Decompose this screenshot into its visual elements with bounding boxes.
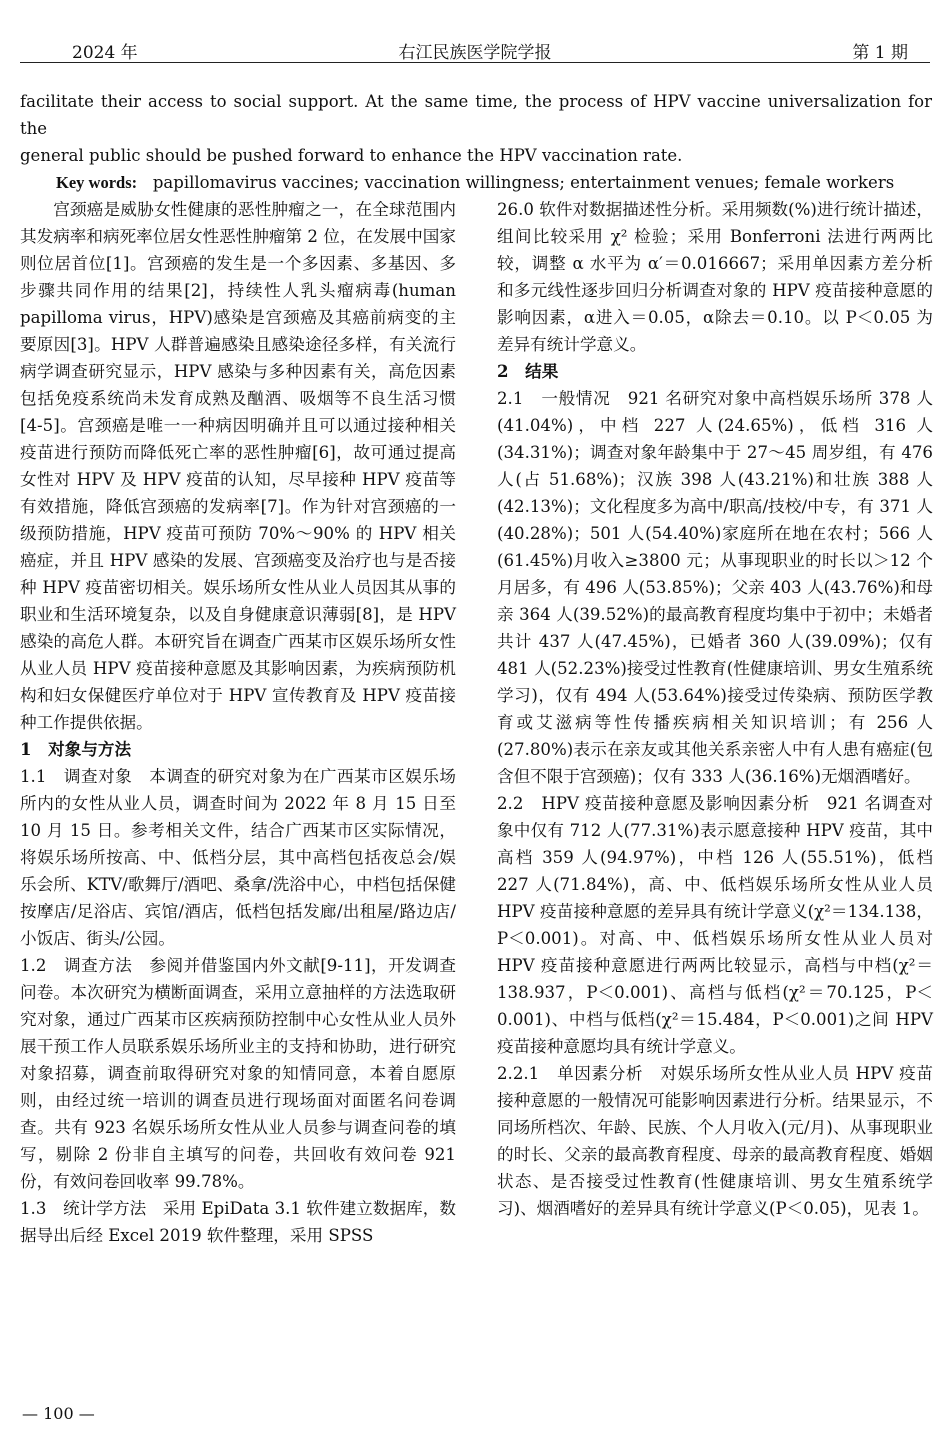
section-2-2-1: 2.2.1 单因素分析 对娱乐场所女性从业人员 HPV 疫苗接种意愿的一般情况可能影响因素进行分析。结果显示，不同场所档次、年龄、民族、个人月收入(元/月)、从事现职业的时长、父亲的最高教育程度、母亲的最高教育程度、婚姻状态、是否接受过性教育(性健康培训、男女生殖系统学习)、烟酒嗜好的差异具有统计学意义(P＜0.05)，见表 1。 bbox=[497, 1064, 933, 1218]
section-1-3-continued: 26.0 软件对数据描述性分析。采用频数(%)进行统计描述，组间比较采用 χ² 检验；采用 Bonferroni 法进行两两比较，调整 α 水平为 α′＝0.016667；采用单因素方差分析和多元线性逐步回归分析调查对象的 HPV 疫苗接种意愿的影响因素，α进入＝0.05，α除去＝0.10。以 P＜0.05 为差异有统计学意义。 bbox=[497, 200, 933, 354]
english-abstract-tail bbox=[20, 88, 932, 196]
section-1-3: 1.3 统计学方法 采用 EpiData 3.1 软件建立数据库，数据导出后经 Excel 2019 软件整理，采用 SPSS bbox=[20, 1199, 456, 1245]
keywords-text: papillomavirus vaccines; vaccination willingness; entertainment venues; female workers bbox=[152, 173, 895, 192]
abstract-line-2: general public should be pushed forward to enhance the HPV vaccination rate. bbox=[20, 146, 683, 165]
header-issue: 第 1 期 bbox=[852, 43, 908, 63]
section-1-2: 1.2 调查方法 参阅并借鉴国内外文献[9-11]，开发调查问卷。本次研究为横断面调查，采用立意抽样的方法选取研究对象，通过广西某市区疾病预防控制中心女性从业人员外展干预工作人员联系娱乐场所业主的支持和协助，进行研究对象招募，调查前取得研究对象的知情同意，本着自愿原则，由经过统一培训的调查员进行现场面对面匿名问卷调查。共有 923 名娱乐场所女性从业人员参与调查问卷的填写，剔除 2 份非自主填写的问卷，共回收有效问卷 921 份，有效问卷回收率 99.78%。 bbox=[20, 956, 456, 1191]
section-2-1: 2.1 一般情况 921 名研究对象中高档娱乐场所 378 人(41.04%)，中档 227 人(24.65%)，低档 316 人(34.31%)；调查对象年龄集中于 27～45 周岁组，有 476 人(占 51.68%)；汉族 398 人(43.21%)和壮族 388 人(42.13%)；文化程度多为高中/职高/技校/中专，有 371 人(40.28%)；501 人(54.40%)家庭所在地在农村；566 人(61.45%)月收入≥3800 元；从事现职业的时长以＞12 个月居多，有 496 人(53.85%)；父亲 403 人(43.76%)和母亲 364 人(39.52%)的最高教育程度均集中于初中；未婚者共计 437 人(47.45%)，已婚者 360 人(39.09%)；仅有 481 人(52.23%)接受过性教育(性健康培训、男女生殖系统学习)，仅有 494 人(53.64%)接受过传染病、预防医学教育或艾滋病等性传播疾病相关知识培训；有 256 人(27.80%)表示在亲友或其他关系亲密人中有人患有癌症(包含但不限于宫颈癌)；仅有 333 人(36.16%)无烟酒嗜好。 bbox=[497, 389, 934, 786]
right-column bbox=[497, 196, 933, 1222]
header-journal: 右江民族医学院学报 bbox=[398, 43, 552, 63]
left-column bbox=[20, 196, 456, 1249]
header-year: 2024 年 bbox=[72, 43, 138, 63]
section-2-2: 2.2 HPV 疫苗接种意愿及影响因素分析 921 名调查对象中仅有 712 人(77.31%)表示愿意接种 HPV 疫苗，其中高档 359 人(94.97%)，中档 126 人(55.51%)，低档 227 人(71.84%)，高、中、低档娱乐场所女性从业人员 HPV 疫苗接种意愿的差异具有统计学意义(χ²＝134.138，P＜0.001)。对高、中、低档娱乐场所女性从业人员对 HPV 疫苗接种意愿进行两两比较显示，高档与中档(χ²＝138.937，P＜0.001)、高档与低档(χ²＝70.125，P＜0.001)、中档与低档(χ²＝15.484，P＜0.001)之间 HPV 疫苗接种意愿均具有统计学意义。 bbox=[497, 794, 933, 1056]
intro-paragraph: 宫颈癌是威胁女性健康的恶性肿瘤之一，在全球范围内其发病率和病死率位居女性恶性肿瘤第 2 位，在发展中国家则位居首位[1]。宫颈癌的发生是一个多因素、多基因、多步骤共同作用的结果[2]，持续性人乳头瘤病毒(human papilloma virus，HPV)感染是宫颈癌及其癌前病变的主要原因[3]。HPV 人群普遍感染且感染途径多样，有关流行病学调查研究显示，HPV 感染与多种因素有关，高危因素包括免疫系统尚未发育成熟及酗酒、吸烟等不良生活习惯[4-5]。宫颈癌是唯一一种病因明确并且可以通过接种相关疫苗进行预防而降低死亡率的恶性肿瘤[6]，故可通过提高女性对 HPV 及 HPV 疫苗的认知，尽早接种 HPV 疫苗等有效措施，降低宫颈癌的发病率[7]。作为针对宫颈癌的一级预防措施，HPV 疫苗可预防 70%～90% 的 HPV 相关癌症，并且 HPV 感染的发展、宫颈癌变及治疗也与是否接种 HPV 疫苗密切相关。娱乐场所女性从业人员因其从事的职业和生活环境复杂，以及自身健康意识薄弱[8]，是 HPV 感染的高危人群。本研究旨在调查广西某市区娱乐场所女性从业人员 HPV 疫苗接种意愿及其影响因素，为疾病预防机构和妇女保健医疗单位对于 HPV 宣传教育及 HPV 疫苗接种工作提供依据。 bbox=[20, 200, 456, 732]
page-number: — 100 — bbox=[22, 1404, 95, 1423]
section-heading-methods: 1 对象与方法 bbox=[20, 739, 132, 759]
section-heading-results: 2 结果 bbox=[497, 361, 559, 381]
running-header bbox=[20, 34, 930, 63]
section-1-1: 1.1 调查对象 本调查的研究对象为在广西某市区娱乐场所内的女性从业人员，调查时间为 2022 年 8 月 15 日至 10 月 15 日。参考相关文件，结合广西某市区实际情况，将娱乐场所按高、中、低档分层，其中高档包括夜总会/娱乐会所、KTV/歌舞厅/酒吧、桑拿/洗浴中心，中档包括保健按摩店/足浴店、宾馆/酒店，低档包括发廊/出租屋/路边店/小饭店、街头/公园。 bbox=[20, 767, 456, 948]
abstract-line-1: facilitate their access to social support. At the same time, the process of HPV vaccine universalization for the bbox=[20, 92, 932, 138]
keywords bbox=[20, 169, 932, 196]
keywords-label: Key words: bbox=[56, 173, 138, 192]
